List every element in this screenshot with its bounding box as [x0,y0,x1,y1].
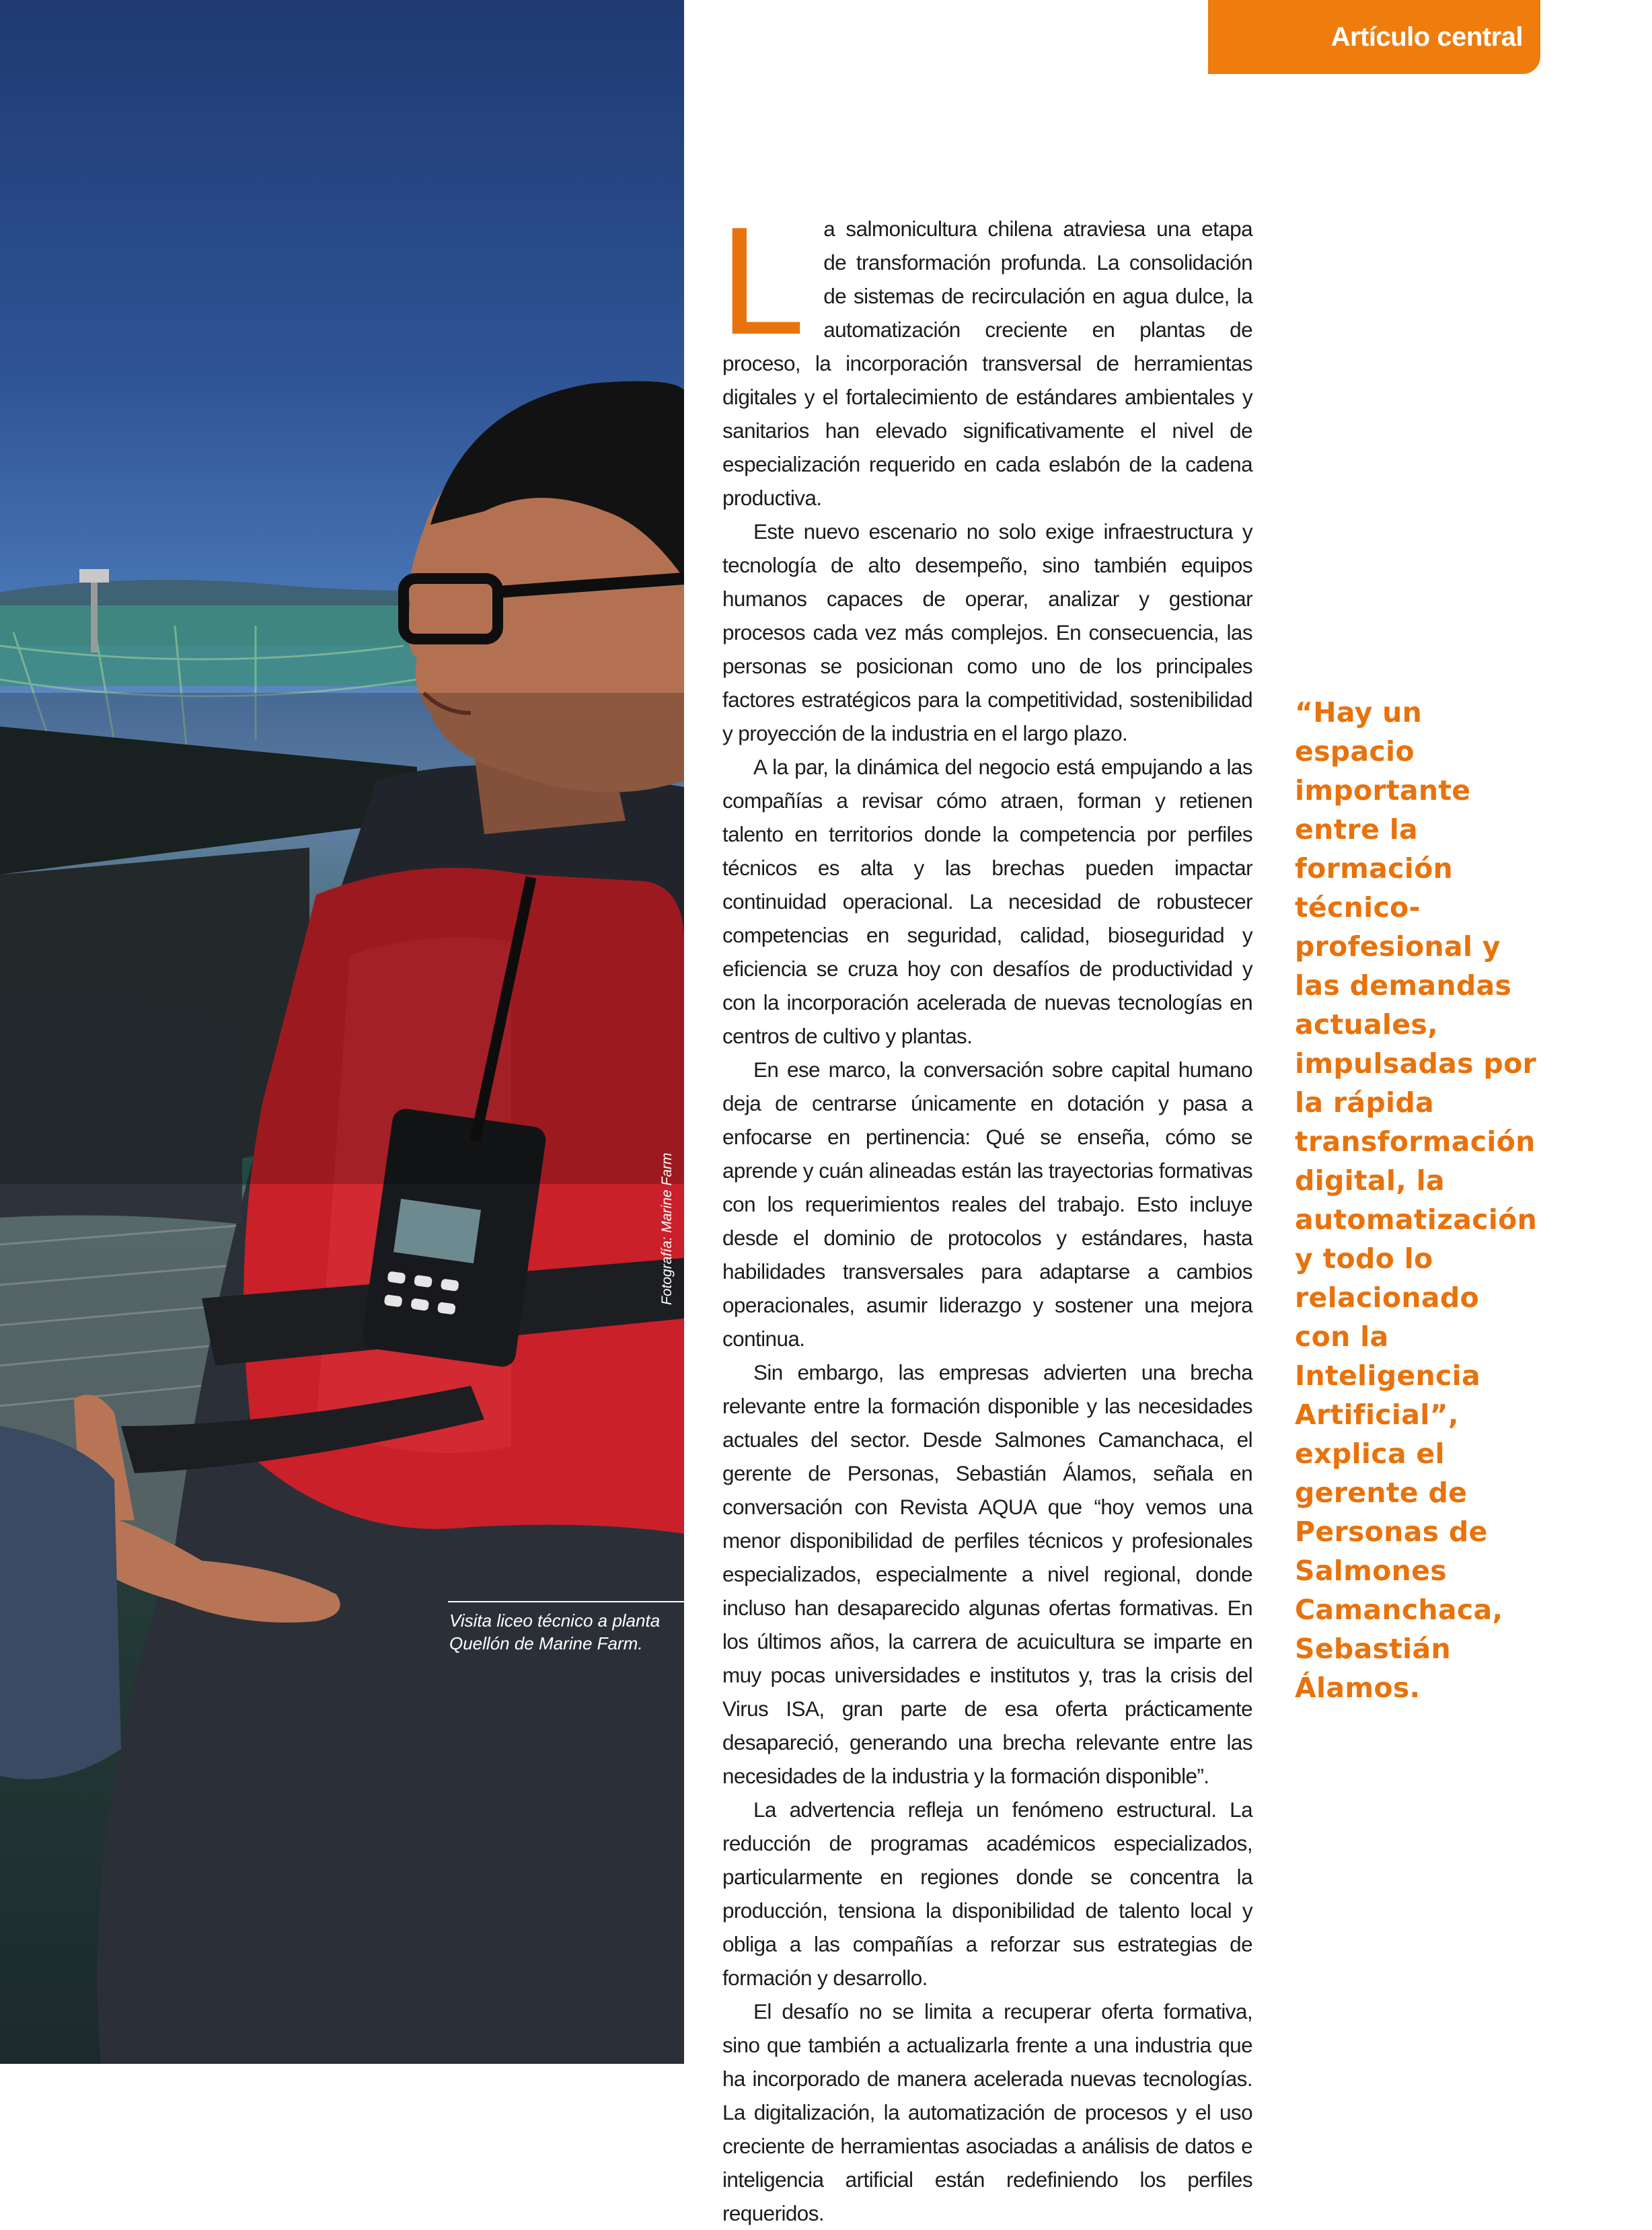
article-paragraph: El desafío no se limita a recuperar oferta formativa, sino que también a actualizarla frente a una industria que ha incorporado de manera acelerada nuevas tecnologías. La digitalización, la automatización de procesos y el uso creciente de herramientas asociadas a análisis de datos e inteligencia artificial están redefiniendo los perfiles requeridos. [722,1999,1252,2225]
section-tab [1208,0,1540,74]
photo-tint-band [0,693,684,1184]
paragraph-text: a salmonicultura chilena atraviesa una etapa de transformación profunda. La consolidación de sistemas de recirculación en agua dulce, la automatización creciente en plantas de proceso, la incorporación transversal de herramientas digitales y el fortalecimiento de estándares ambientales y sanitarios han elevado significativamente el nivel de especialización requerido en cada eslabón de la cadena productiva. [722,217,1252,510]
article-paragraph: La advertencia refleja un fenómeno estructural. La reducción de programas académicos especializados, particularmente en regiones donde se concentra la producción, tensiona la disponibilidad de talento local y obliga a las compañías a reforzar sus estrategias de formación y desarrollo. [722,1797,1252,1990]
article-paragraph: A la par, la dinámica del negocio está empujando a las compañías a revisar cómo atraen, forman y retienen talento en territorios donde la competencia por perfiles técnicos es alta y las brechas pueden impactar continuidad operacional. La necesidad de robustecer competencias en seguridad, calidad, bioseguridad y eficiencia se cruza hoy con desafíos de productividad y con la incorporación acelerada de nuevas tecnologías en centros de cultivo y plantas. [722,755,1252,1048]
caption-divider [448,1601,684,1602]
article-paragraph [720,196,1252,515]
article-paragraph: En ese marco, la conversación sobre capital humano deja de centrarse únicamente en dotación y pasa a enfocarse en pertinencia: Qué se enseña, cómo se aprende y cuán alineadas están las trayectorias formativas con los requerimientos reales del trabajo. Esto incluye desde el dominio de protocolos y estándares, hasta habilidades transversales para adaptarse a cambios operacionales, asumir liderazgo y sostener una mejora continua. [722,1057,1252,1351]
section-tab-label: Artículo central [1330,22,1523,52]
article-photo [0,0,684,2064]
pull-quote: “Hay un espacio importante entre la formación técnico-profesional y las demandas actuales, impulsadas por la rápida transformación digital, la automatización y todo lo relacionado con la Inteligencia Artificial”, explica el gerente de Personas de Salmones Camanchaca, Sebastián Álamos. [1295,696,1538,1704]
article-body [720,196,1252,2230]
photo-credit: Fotografía: Marine Farm [659,1152,675,1305]
article-paragraph: Sin embargo, las empresas advierten una brecha relevante entre la formación disponible y las necesidades actuales del sector. Desde Salmones Camanchaca, el gerente de Personas, Sebastián Álamos, señala en conversación con Revista AQUA que “hoy vemos una menor disponibilidad de perfiles técnicos y profesionales especializados, especialmente a nivel regional, donde incluso han desaparecido algunas ofertas formativas. En los últimos años, la carrera de acuicultura se imparte en muy pocas universidades e institutos y, tras la crisis del Virus ISA, gran parte de esa oferta prácticamente desapareció, generando una brecha relevante entre las necesidades de la industria y la formación disponible”. [722,1360,1252,1788]
article-paragraph: Este nuevo escenario no solo exige infraestructura y tecnología de alto desempeño, sino también equipos humanos capaces de operar, analizar y gestionar procesos cada vez más complejos. En consecuencia, las personas se posicionan como uno de los principales factores estratégicos para la competitividad, sostenibilidad y proyección de la industria en el largo plazo. [722,519,1252,745]
drop-cap: L [720,196,805,367]
photo-caption: Visita liceo técnico a planta Quellón de Marine Farm. [449,1610,661,1653]
